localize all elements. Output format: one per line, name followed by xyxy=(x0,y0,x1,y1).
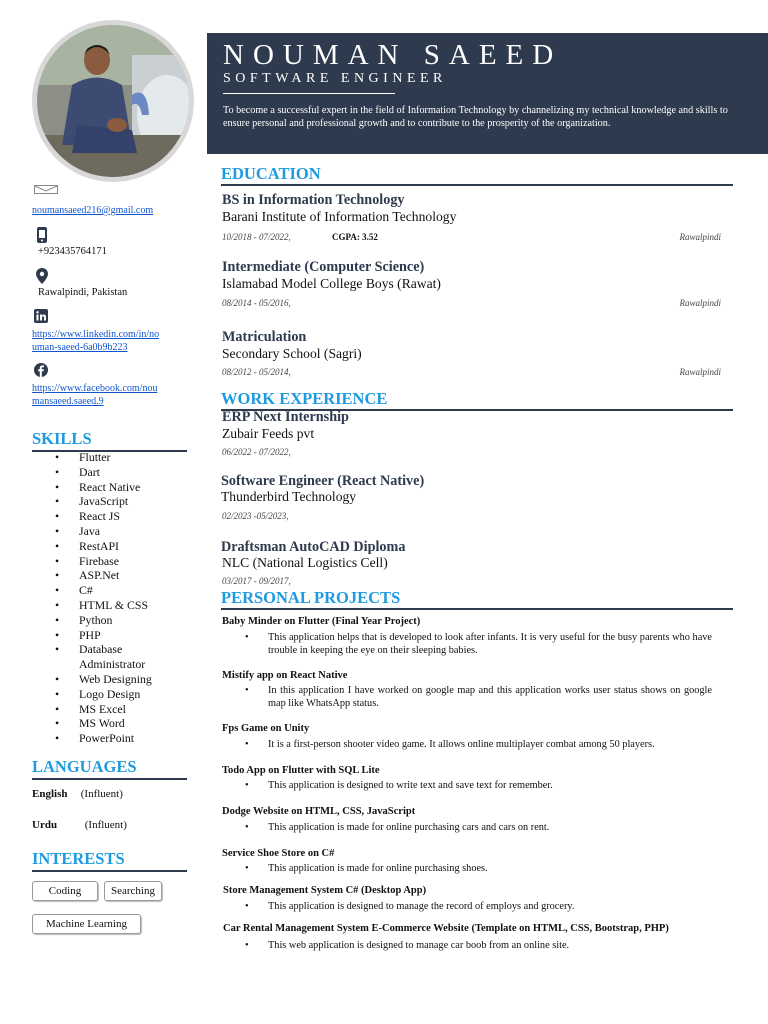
work-dates: 03/2017 - 09/2017, xyxy=(222,576,291,586)
interest-chip: Coding xyxy=(32,881,98,901)
linkedin-link[interactable] xyxy=(32,329,159,354)
project-title: Mistify app on React Native xyxy=(222,670,348,681)
linkedin-url-line-2[interactable]: uman-saeed-6a0b9b223 xyxy=(32,341,128,353)
phone-number: +923435764171 xyxy=(38,246,107,257)
project-description: • This application is made for online purchasing cars and cars on rent. xyxy=(245,822,712,835)
language-urdu xyxy=(32,819,127,831)
facebook-url-line-1[interactable]: https://www.facebook.com/nou xyxy=(32,383,158,394)
work-dates: 06/2022 - 07/2022, xyxy=(222,447,291,457)
skill-item: • Web Designing xyxy=(55,672,152,687)
project-title: Baby Minder on Flutter (Final Year Project) xyxy=(222,616,421,627)
project-description: • In this application I have worked on google map and this application works user status shows on google map like WhatsApp status. xyxy=(245,685,712,710)
language-english xyxy=(32,788,123,800)
work-experience-heading: WORK EXPERIENCE xyxy=(221,389,733,411)
skill-item: • React JS xyxy=(55,509,152,524)
skill-item: • Flutter xyxy=(55,450,152,465)
work-title: Software Engineer (React Native) xyxy=(221,473,425,489)
facebook-link[interactable] xyxy=(32,383,157,408)
skill-item: • Dart xyxy=(55,465,152,480)
education-degree: Intermediate (Computer Science) xyxy=(222,259,425,275)
skill-item: • ASP.Net xyxy=(55,568,152,583)
skill-item: • Database xyxy=(55,642,152,657)
header-banner xyxy=(207,33,768,154)
interest-chip: Searching xyxy=(104,881,162,901)
education-degree: Matriculation xyxy=(222,329,307,345)
work-company: Zubair Feeds pvt xyxy=(222,426,315,441)
project-description: • This application is made for online purchasing shoes. xyxy=(245,863,712,876)
project-description: • This application is designed to write text and save text for remember. xyxy=(245,780,712,793)
skill-item: • Python xyxy=(55,613,152,628)
interest-chip: Machine Learning xyxy=(32,914,141,934)
skill-item: • Logo Design xyxy=(55,687,152,702)
education-dates: 08/2014 - 05/2016, xyxy=(222,298,291,308)
education-place: Rawalpindi xyxy=(679,367,721,377)
project-description: • This web application is designed to manage car boob from an online site. xyxy=(245,940,712,953)
languages-heading: LANGUAGES xyxy=(32,757,187,780)
education-dates: 10/2018 - 07/2022, xyxy=(222,232,291,242)
education-institute: Secondary School (Sagri) xyxy=(222,346,362,361)
skill-item: • PowerPoint xyxy=(55,731,152,746)
skill-item: • MS Excel xyxy=(55,702,152,717)
education-degree: BS in Information Technology xyxy=(222,192,405,208)
title-divider xyxy=(223,93,395,94)
skill-item: • RestAPI xyxy=(55,539,152,554)
project-title: Car Rental Management System E-Commerce Website (Template on HTML, CSS, Bootstrap, PHP) xyxy=(223,923,669,934)
work-title: ERP Next Internship xyxy=(222,409,349,425)
location-text: Rawalpindi, Pakistan xyxy=(38,287,128,298)
language-name: Urdu xyxy=(32,819,58,831)
education-institute: Islamabad Model College Boys (Rawat) xyxy=(222,276,441,291)
education-dates: 08/2012 - 05/2014, xyxy=(222,367,291,377)
language-level: (Influent) xyxy=(84,819,127,831)
email-link[interactable]: noumansaeed216@gmail.com xyxy=(32,205,154,216)
education-place: Rawalpindi xyxy=(679,232,721,242)
job-title: SOFTWARE ENGINEER xyxy=(223,71,447,86)
profile-photo-image xyxy=(37,25,189,177)
education-institute: Barani Institute of Information Technology xyxy=(222,209,457,224)
language-level: (Influent) xyxy=(80,788,123,800)
personal-projects-heading: PERSONAL PROJECTS xyxy=(221,588,733,610)
project-title: Fps Game on Unity xyxy=(222,723,310,734)
phone-icon xyxy=(36,227,48,243)
location-pin-icon xyxy=(36,268,48,284)
education-place: Rawalpindi xyxy=(679,298,721,308)
skills-heading: SKILLS xyxy=(32,429,187,452)
facebook-url-line-2[interactable]: mansaeed.saeed.9 xyxy=(32,395,104,407)
project-description: • It is a first-person shooter video game. It allows online multiplayer combat among 50 players. xyxy=(245,739,712,752)
project-title: Todo App on Flutter with SQL Lite xyxy=(222,765,380,776)
project-title: Service Shoe Store on C# xyxy=(222,848,335,859)
skill-item: • MS Word xyxy=(55,716,152,731)
education-heading: EDUCATION xyxy=(221,164,733,186)
skills-list xyxy=(55,450,152,746)
email-icon xyxy=(34,185,58,194)
work-company: Thunderbird Technology xyxy=(221,489,357,504)
interests-heading: INTERESTS xyxy=(32,849,187,872)
education-cgpa: CGPA: 3.52 xyxy=(332,232,378,242)
work-dates: 02/2023 -05/2023, xyxy=(222,511,289,521)
career-objective: To become a successful expert in the field of Information Technology by channelizing my technical knowledge and skills to ensure personal and professional growth and to contribute to the prosperity of the organization. xyxy=(223,105,728,129)
skill-item: • C# xyxy=(55,583,152,598)
project-description: • This application helps that is developed to look after infants. It is very useful for the busy parents who have trouble in keeping the eye on their sleeping babies. xyxy=(245,632,712,657)
full-name: NOUMAN SAEED xyxy=(223,39,563,71)
skill-item: • PHP xyxy=(55,628,152,643)
linkedin-url-line-1[interactable]: https://www.linkedin.com/in/no xyxy=(32,329,160,340)
skill-item: • Java xyxy=(55,524,152,539)
work-company: NLC (National Logistics Cell) xyxy=(222,555,388,570)
work-title: Draftsman AutoCAD Diploma xyxy=(221,539,406,555)
project-description: • This application is designed to manage the record of employs and grocery. xyxy=(245,901,712,914)
skill-item: • JavaScript xyxy=(55,494,152,509)
skill-item: • Firebase xyxy=(55,554,152,569)
skill-item-continuation: Administrator xyxy=(79,657,146,672)
language-name: English xyxy=(32,788,68,800)
linkedin-icon xyxy=(34,309,48,323)
facebook-icon xyxy=(34,363,48,377)
project-title: Store Management System C# (Desktop App) xyxy=(223,885,427,896)
profile-photo xyxy=(32,20,194,182)
skill-item: • React Native xyxy=(55,480,152,495)
skill-item: • HTML & CSS xyxy=(55,598,152,613)
project-title: Dodge Website on HTML, CSS, JavaScript xyxy=(222,806,416,817)
